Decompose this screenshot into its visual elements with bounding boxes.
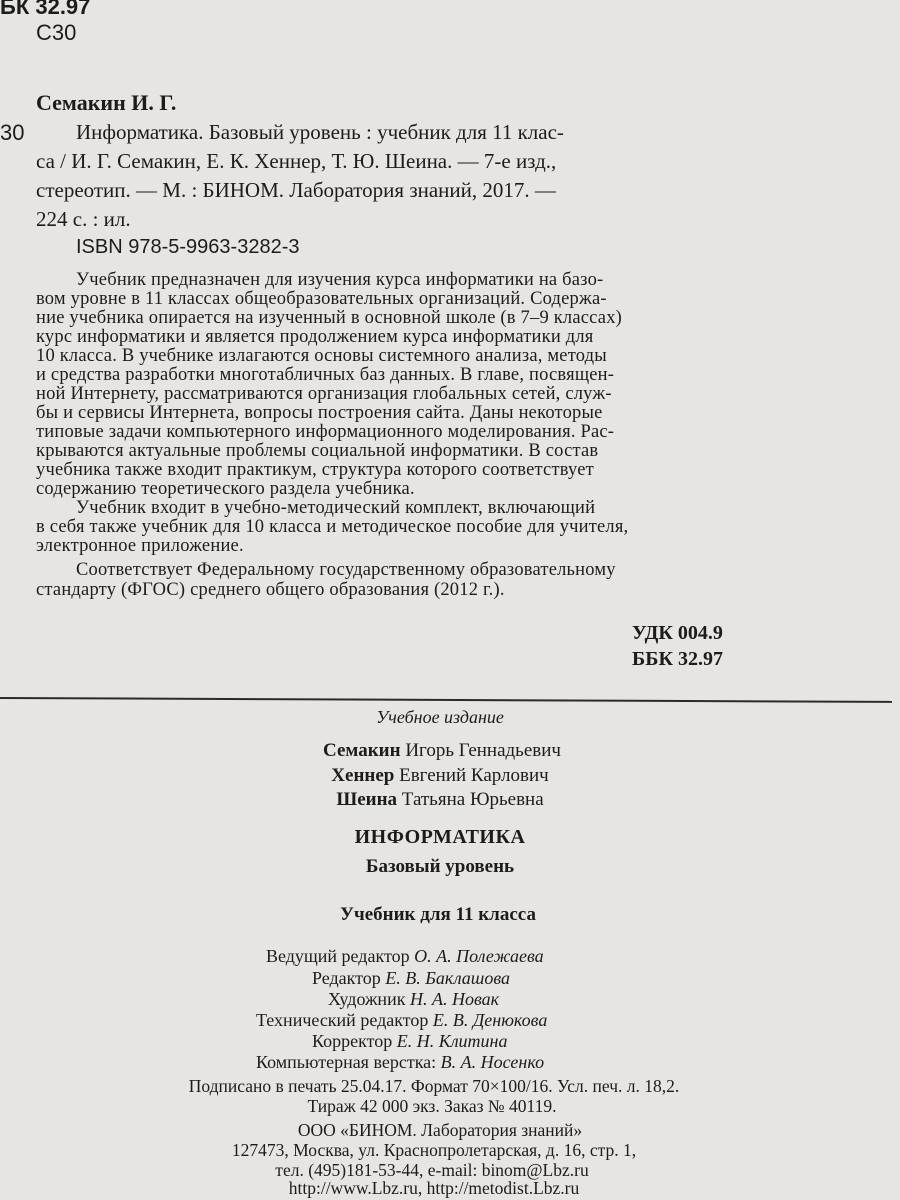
- author-line: [336, 789, 543, 811]
- bbk-code: ББК 32.97: [632, 648, 723, 670]
- author-line: [331, 765, 548, 787]
- bibliography-line: 224 с. : ил.: [36, 207, 131, 231]
- annotation-line: Соответствует Федеральному государственному образовательному: [76, 560, 616, 580]
- staff-role: Корректор: [312, 1031, 393, 1051]
- author-surname: Семакин: [323, 740, 401, 761]
- annotation-line: ной Интернету, рассматриваются организация глобальных сетей, служ-: [36, 384, 612, 404]
- author-given-name: Евгений Карлович: [399, 765, 549, 786]
- annotation-line: вом уровне в 11 классах общеобразовательных организаций. Содержа-: [36, 289, 607, 309]
- code-left: 30: [0, 120, 25, 145]
- author-surname: Шеина: [336, 789, 398, 810]
- annotation-line: стандарту (ФГОС) среднего общего образования (2012 г.).: [36, 580, 505, 600]
- book-audience: Учебник для 11 класса: [340, 904, 536, 925]
- annotation-line: крываются актуальные проблемы социальной информатики. В состав: [36, 441, 599, 461]
- staff-role: Редактор: [312, 968, 381, 988]
- bbk-top: БК 32.97: [0, 0, 91, 19]
- staff-name: Е. В. Денюкова: [432, 1010, 548, 1030]
- staff-line: [328, 989, 499, 1010]
- udk-code: УДК 004.9: [632, 622, 723, 644]
- staff-role: Технический редактор: [256, 1010, 429, 1030]
- edition-kind: Учебное издание: [376, 707, 504, 727]
- staff-name: Н. А. Новак: [409, 989, 500, 1009]
- annotation-line: электронное приложение.: [36, 536, 244, 556]
- annotation-line: бы и сервисы Интернета, вопросы построения сайта. Даны некоторые: [36, 403, 603, 423]
- staff-line: [256, 1010, 547, 1031]
- annotation-line: содержанию теоретического раздела учебника.: [36, 479, 415, 499]
- annotation-line: учебника также входит практикум, структура которого соответствует: [36, 460, 594, 480]
- staff-role: Художник: [328, 989, 406, 1009]
- print-info-line: Тираж 42 000 экз. Заказ № 40119.: [307, 1096, 557, 1116]
- staff-line: [256, 1052, 544, 1073]
- divider-rule: [0, 697, 892, 703]
- staff-role: Компьютерная верстка:: [256, 1052, 437, 1072]
- author-given-name: Игорь Геннадьевич: [405, 740, 561, 761]
- author-heading: Семакин И. Г.: [36, 90, 177, 115]
- publisher-contacts: тел. (495)181-53-44, e-mail: binom@Lbz.ru: [275, 1160, 589, 1180]
- author-given-name: Татьяна Юрьевна: [401, 789, 544, 810]
- book-title: ИНФОРМАТИКА: [354, 826, 526, 848]
- annotation-line: Учебник предназначен для изучения курса информатики на базо-: [76, 270, 604, 290]
- staff-line: [266, 946, 544, 967]
- publisher-name: ООО «БИНОМ. Лаборатория знаний»: [297, 1120, 583, 1140]
- author-line: [323, 740, 561, 762]
- staff-name: Е. В. Баклашова: [385, 968, 511, 988]
- print-info-line: Подписано в печать 25.04.17. Формат 70×100/16. Усл. печ. л. 18,2.: [188, 1076, 680, 1096]
- staff-name: О. А. Полежаева: [414, 946, 544, 966]
- annotation-line: курс информатики и является продолжением курса информатики для: [36, 327, 594, 347]
- annotation-line: ние учебника опирается на изученный в основной школе (в 7–9 классах): [36, 308, 623, 328]
- isbn: ISBN 978-5-9963-3282-3: [76, 236, 300, 258]
- staff-line: [312, 968, 510, 989]
- annotation-line: 10 класса. В учебнике излагаются основы системного анализа, методы: [36, 346, 607, 366]
- bibliography-line: са / И. Г. Семакин, Е. К. Хеннер, Т. Ю. Шеина. — 7-е изд.,: [36, 149, 557, 173]
- bibliography-line: стереотип. — М. : БИНОМ. Лаборатория знаний, 2017. —: [36, 178, 556, 202]
- publisher-web: http://www.Lbz.ru, http://metodist.Lbz.ru: [288, 1178, 580, 1198]
- code-top: С30: [36, 20, 77, 45]
- staff-name: В. А. Носенко: [440, 1052, 545, 1072]
- author-surname: Хеннер: [331, 765, 395, 786]
- staff-line: [312, 1031, 507, 1052]
- annotation-line: типовые задачи компьютерного информационного моделирования. Рас-: [36, 422, 615, 442]
- staff-name: Е. Н. Клитина: [396, 1031, 508, 1051]
- annotation-line: и средства разработки многотабличных баз данных. В главе, посвящен-: [36, 365, 615, 385]
- book-subtitle: Базовый уровень: [365, 856, 515, 877]
- publisher-address: 127473, Москва, ул. Краснопролетарская, д. 16, стр. 1,: [231, 1140, 637, 1160]
- annotation-line: Учебник входит в учебно-методический комплект, включающий: [76, 498, 596, 518]
- staff-role: Ведущий редактор: [266, 946, 410, 966]
- bibliography-line: Информатика. Базовый уровень : учебник для 11 клас-: [76, 120, 564, 144]
- annotation-line: в себя также учебник для 10 класса и методическое пособие для учителя,: [36, 517, 629, 537]
